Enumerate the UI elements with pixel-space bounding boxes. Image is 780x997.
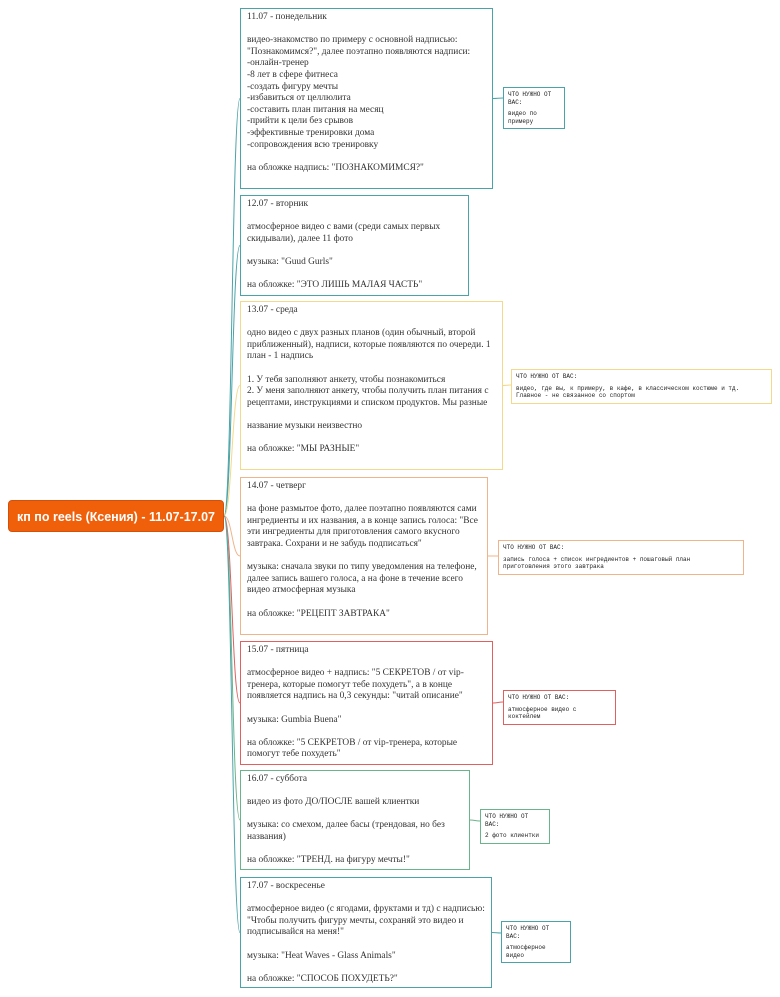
spacer [247,317,496,329]
spacer [247,409,496,421]
requirement-note-wednesday[interactable] [511,369,772,404]
note-text: атмосферное видео с коктейлем [508,705,577,721]
note-header: ЧТО НУЖНО ОТ ВАС: [506,925,550,940]
day-text-line: на обложке: "ЭТО ЛИШЬ МАЛАЯ ЧАСТЬ" [247,280,423,291]
requirement-note-saturday[interactable] [480,809,550,844]
day-text-line: на обложке: "МЫ РАЗНЫЕ" [247,444,360,455]
day-text-line: на обложке: "ТРЕНД. на фигуру мечты!" [247,855,410,866]
note-text: видео по примеру [508,110,537,125]
note-header: ЧТО НУЖНО ОТ ВАС: [485,813,529,828]
day-title: 17.07 - воскресенье [247,881,325,891]
day-card-sunday[interactable] [240,877,492,988]
day-text-line: на обложке: "РЕЦЕПТ ЗАВТРАКА" [247,608,390,619]
day-text-line: музыка: "Heat Waves - Glass Animals" [247,950,396,961]
day-title: 15.07 - пятница [247,645,309,655]
spacer [247,726,486,738]
root-topic[interactable]: кп по reels (Ксения) - 11.07-17.07 [8,500,224,532]
requirement-note-monday[interactable] [503,87,565,129]
day-card-friday[interactable] [240,641,493,765]
day-title: 16.07 - суббота [247,774,307,784]
note-line-saturday [470,820,480,821]
day-card-thursday[interactable] [240,477,488,635]
day-text-line: -составить план питания на месяц [247,104,384,115]
day-text-line: музыка: "Guud Gurls" [247,256,333,267]
spacer [247,597,481,609]
day-text-line: одно видео с двух разных планов (один обычный, второй приближенный), надписи, которые появляются по очереди. 1 план - 1 надпись [247,328,491,362]
day-text-line: атмосферное видео с вами (среди самых первых скидывали), далее 11 фото [247,222,441,244]
branch-line-sunday [224,516,240,933]
day-text-line: музыка: сначала звуки по типу уведомления на телефоне, далее запись вашего голоса, а на фоне в течение всего видео атмосферная музыка [247,562,477,596]
spacer [247,493,481,505]
day-card-monday[interactable] [240,8,493,189]
note-line-friday [493,702,503,703]
day-text-line: атмосферное видео (с ягодами, фруктами и тд) с надписью: "Чтобы получить фигуру мечты, сохраняй это видео и подписывайся на меня!" [247,904,485,938]
day-text-line: на обложке надпись: "ПОЗНАКОМИМСЯ?" [247,162,424,173]
spacer [247,211,462,223]
day-text-line: 2. У меня заполняют анкету, чтобы получить план питания с рецептами, инструкциями и списком продуктов. Мы разные [247,386,489,408]
note-text: 2 фото клиентки [485,832,540,840]
day-text-line: видео из фото ДО/ПОСЛЕ вашей клиентки [247,797,420,808]
requirement-note-thursday[interactable] [498,540,744,575]
day-title: 12.07 - вторник [247,199,309,209]
spacer [247,657,486,669]
spacer [247,703,486,715]
day-card-wednesday[interactable] [240,301,503,470]
spacer [247,893,485,905]
day-card-tuesday[interactable] [240,195,469,296]
spacer [247,24,486,36]
note-header: ЧТО НУЖНО ОТ ВАС: [503,544,565,551]
spacer [247,962,485,974]
spacer [247,151,486,163]
spacer [247,786,463,798]
day-text-line: видео-знакомство по примеру с основной надписью: "Познакомимся?", далее поэтапно появляются надписи: [247,35,471,57]
day-text-line: -прийти к цели без срывов [247,116,354,127]
day-title: 11.07 - понедельник [247,12,327,22]
day-text-line: -сопровождения всю тренировку [247,139,379,150]
spacer [247,809,463,821]
spacer [247,245,462,257]
day-text-line: музыка: со смехом, далее басы (трендовая, но без названия) [247,820,445,842]
spacer [247,363,496,375]
day-text-line: музыка: Gumbia Buena" [247,714,342,725]
spacer [247,939,485,951]
note-line-monday [493,98,503,99]
day-title: 14.07 - четверг [247,481,306,491]
spacer [247,433,496,445]
note-line-sunday [492,933,501,934]
note-header: ЧТО НУЖНО ОТ ВАС: [516,373,578,380]
day-text-line: -8 лет в сфере фитнеса [247,69,338,80]
day-text-line: -эффективные тренировки дома [247,127,375,138]
day-card-saturday[interactable] [240,770,470,870]
day-text-line: -онлайн-тренер [247,58,309,69]
branch-line-saturday [224,516,240,820]
spacer [247,844,463,856]
day-text-line: атмосферное видео + надпись: "5 СЕКРЕТОВ / от vip-тренера, которые помогут тебе похудеть", а в конце появляется надпись на 0,3 секунды: "читай описание" [247,668,464,702]
day-text-line: 1. У тебя заполняют анкету, чтобы познакомиться [247,374,446,385]
note-header: ЧТО НУЖНО ОТ ВАС: [508,91,552,106]
requirement-note-friday[interactable] [503,690,616,725]
spacer [247,551,481,563]
note-text: запись голоса + список ингредиентов + пошаговый план приготовления этого завтрака [503,555,691,571]
day-text-line: на обложке: "СПОСОБ ПОХУДЕТЬ?" [247,973,398,984]
day-text-line: -избавиться от целлюлита [247,93,351,104]
day-text-line: на фоне размытое фото, далее поэтапно появляются сами ингредиенты и их названия, а в конце запись голоса: "Все эти ингредиенты для приготовления самого вкусного завтрака. Сохрани и не забудь подписаться" [247,504,478,549]
spacer [247,269,462,281]
day-text-line: -создать фигуру мечты [247,81,339,92]
note-line-wednesday [503,385,511,386]
day-text-line: на обложке: "5 СЕКРЕТОВ / от vip-тренера, которые помогут тебе похудеть" [247,737,458,760]
note-text: видео, где вы, к примеру, в кафе, в классическом костюме и тд. Главное - не связанное со спортом [516,384,740,400]
day-title: 13.07 - среда [247,305,298,315]
day-text-line: название музыки неизвестно [247,420,363,431]
note-text: атмосферное видео [506,944,546,959]
requirement-note-sunday[interactable] [501,921,571,963]
note-header: ЧТО НУЖНО ОТ ВАС: [508,694,570,701]
